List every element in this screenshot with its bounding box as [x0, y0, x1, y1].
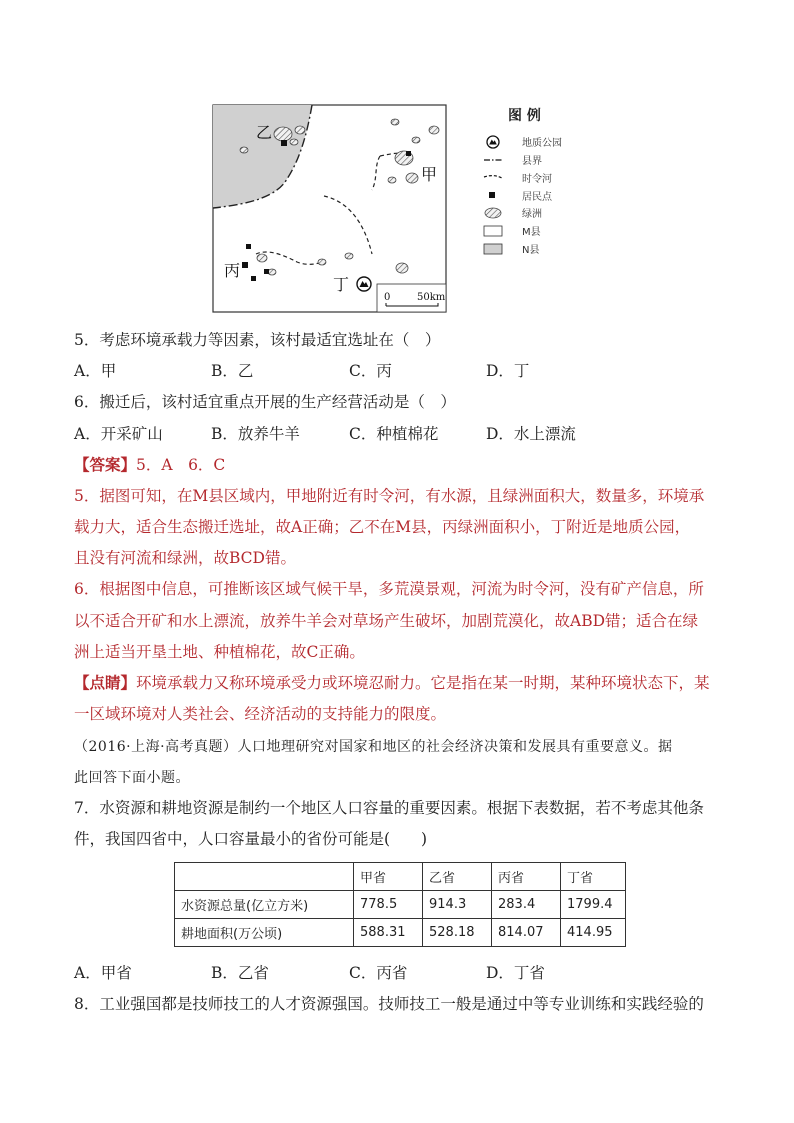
explanation5-line-2: 载力大，适合生态搬迁选址，故A正确；乙不在M县，丙绿洲面积小，丁附近是地质公园，	[74, 518, 691, 536]
q7-option-c: C．丙省	[349, 964, 408, 982]
table-cell: 1799.4	[561, 891, 626, 919]
legend-m-county-icon	[484, 226, 502, 236]
explanation5-line-3: 且没有河流和绿洲，故BCD错。	[74, 549, 296, 567]
label-bing: 丙	[224, 261, 241, 280]
table-cell: 414.95	[561, 919, 626, 947]
explanation6-line-3: 洲上适当开垦土地、种植棉花，故C正确。	[74, 643, 365, 661]
q7-option-b: B．乙省	[211, 964, 269, 982]
table-header-cell: 甲省	[354, 863, 423, 891]
table-cell: 778.5	[354, 891, 423, 919]
q6-option-d: D．水上漂流	[486, 425, 576, 443]
q8-line-1: 8．工业强国都是技师技工的人才资源强国。技师技工一般是通过中等专业训练和实践经验的	[74, 995, 704, 1013]
legend-river-icon	[484, 176, 502, 178]
legend-county-boundary: 县界	[522, 156, 542, 167]
answer-line	[74, 455, 225, 475]
legend-seasonal-river: 时令河	[522, 174, 552, 185]
table-header-row	[175, 863, 626, 891]
q6-stem: 6．搬迁后，该村适宜重点开展的生产经营活动是（ ）	[74, 393, 456, 411]
source-line-2: 此回答下面小题。	[74, 770, 190, 786]
q6-option-b: B．放养牛羊	[211, 425, 300, 443]
q7-option-d: D．丁省	[486, 964, 545, 982]
note-line-1	[74, 673, 710, 693]
q5-option-b: B．乙	[211, 362, 254, 380]
answer-tag: 【答案】	[74, 455, 137, 474]
table-row	[175, 919, 626, 947]
table-cell: 水资源总量(亿立方米)	[175, 891, 354, 919]
legend-n-county: N县	[522, 245, 540, 256]
table-header-cell: 丙省	[492, 863, 561, 891]
region-map	[212, 104, 587, 316]
note-text-1: 环境承载力又称环境承受力或环境忍耐力。它是指在某一时期，某种环境状态下，某	[136, 674, 710, 692]
scale-zero: 0	[384, 292, 391, 303]
legend-geo-park-icon	[487, 136, 499, 148]
explanation6-line-2: 以不适合开矿和水上漂流，放养牛羊会对草场产生破坏，加剧荒漠化，故ABD错；适合在绿	[74, 612, 699, 630]
scale-distance: 50km	[417, 292, 446, 303]
explanation6-line-1: 6．根据图中信息，可推断该区域气候干旱，多荒漠景观，河流为时令河，没有矿产信息，所	[74, 580, 704, 598]
legend-m-county: M县	[522, 227, 541, 238]
table-header-cell	[175, 863, 354, 891]
label-yi: 乙	[256, 123, 273, 142]
explanation5-line-1: 5．据图可知，在M县区域内，甲地附近有时令河，有水源，且绿洲面积大，数量多，环境承	[74, 487, 705, 505]
legend-geo-park: 地质公园	[522, 138, 562, 149]
q5-option-c: C．丙	[349, 362, 392, 380]
geo-park-icon	[357, 277, 371, 291]
q5-option-d: D．丁	[486, 362, 530, 380]
q7-data-table	[174, 862, 626, 947]
label-ding: 丁	[333, 275, 350, 294]
q7-line-1: 7．水资源和耕地资源是制约一个地区人口容量的重要因素。根据下表数据，若不考虑其他条	[74, 799, 704, 817]
legend-oasis: 绿洲	[522, 209, 542, 220]
q5-stem: 5．考虑环境承载力等因素，该村最适宜选址在（ ）	[74, 331, 441, 349]
answer-text: 5．A 6．C	[136, 456, 226, 474]
table-header-cell: 乙省	[423, 863, 492, 891]
note-line-2: 一区域环境对人类社会、经济活动的支持能力的限度。	[74, 705, 447, 723]
label-jia: 甲	[421, 165, 438, 184]
q7-option-a: A．甲省	[74, 964, 132, 982]
table-row	[175, 891, 626, 919]
table-cell: 588.31	[354, 919, 423, 947]
legend-title: 图 例	[508, 108, 541, 124]
q6-option-c: C．种植棉花	[349, 425, 439, 443]
legend-settlement-icon	[489, 192, 495, 198]
q7-line-2: 件，我国四省中，人口容量最小的省份可能是( )	[74, 830, 428, 848]
table-header-cell: 丁省	[561, 863, 626, 891]
table-cell: 914.3	[423, 891, 492, 919]
table-cell: 283.4	[492, 891, 561, 919]
source-line-1: （2016·上海·高考真题）人口地理研究对国家和地区的社会经济决策和发展具有重要意义。据	[74, 739, 673, 755]
legend-n-county-icon	[484, 244, 502, 254]
region-map-figure	[212, 104, 587, 316]
q6-option-a: A．开采矿山	[74, 425, 163, 443]
table-cell: 耕地面积(万公顷)	[175, 919, 354, 947]
note-tag: 【点睛】	[74, 673, 137, 692]
table-cell: 528.18	[423, 919, 492, 947]
q5-option-a: A．甲	[74, 362, 117, 380]
table-cell: 814.07	[492, 919, 561, 947]
legend-oasis-icon	[485, 208, 501, 218]
legend-settlement: 居民点	[522, 192, 552, 203]
